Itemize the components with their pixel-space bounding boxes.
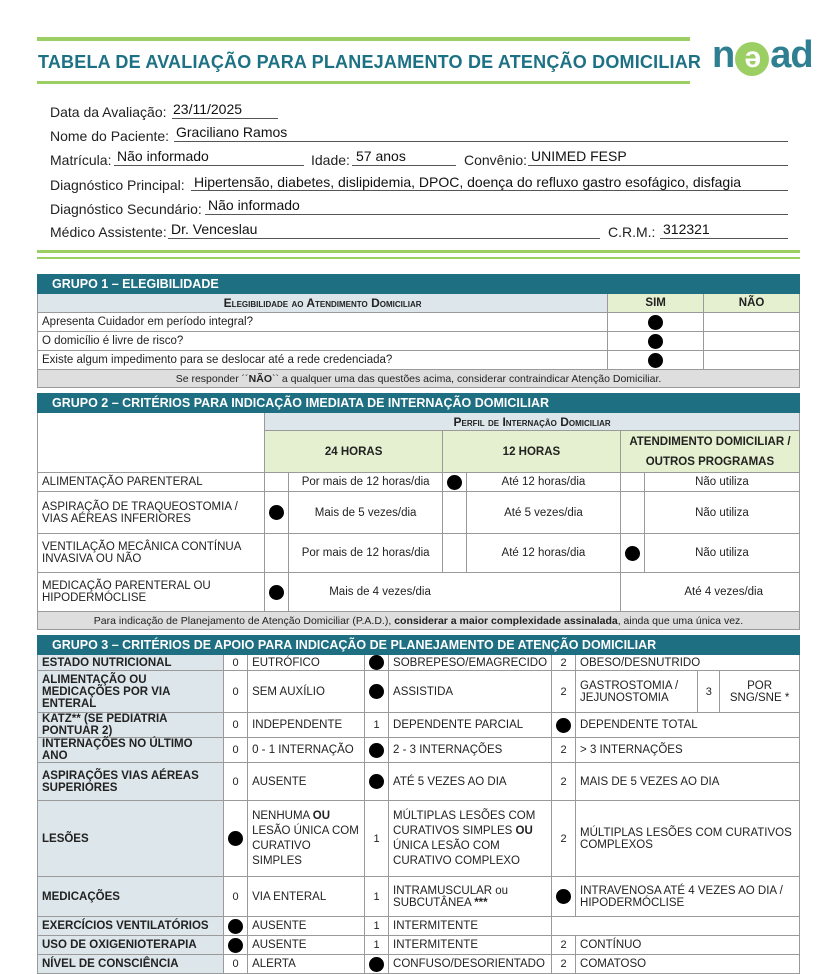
group2-24h-option: Mais de 5 vezes/dia <box>289 492 443 534</box>
group2-table <box>37 393 800 630</box>
option-1: ASSISTIDA <box>389 671 552 713</box>
score-1-cell[interactable]: 1 <box>365 801 389 877</box>
group1-no-cell[interactable] <box>704 351 800 370</box>
group2-home-care-header: ATENDIMENTO DOMICILIAR / OUTROS PROGRAMAS <box>620 431 799 473</box>
group1-question: O domicílio é livre de risco? <box>38 332 608 351</box>
option-0: INDEPENDENTE <box>248 713 365 738</box>
option-2: MAIS DE 5 VEZES AO DIA <box>576 763 800 801</box>
score-0-cell[interactable]: 0 <box>224 738 248 763</box>
physician-label: Médico Assistente: <box>50 224 167 240</box>
selected-mark-icon <box>369 684 384 699</box>
form-title: TABELA DE AVALIAÇÃO PARA PLANEJAMENTO DE ATENÇÃO DOMICILIAR <box>38 52 702 72</box>
group1-table <box>37 274 800 388</box>
selected-mark-icon <box>648 353 663 368</box>
option-3: POR SNG/SNE * <box>720 671 800 713</box>
group1-yes-cell[interactable] <box>608 351 704 370</box>
score-1-cell[interactable] <box>365 671 389 713</box>
selected-mark-icon <box>648 315 663 330</box>
selected-mark-icon <box>369 743 384 758</box>
selected-mark-icon <box>556 718 571 733</box>
option-0: SEM AUXÍLIO <box>248 671 365 713</box>
physician-underline <box>168 238 600 239</box>
group1-no-cell[interactable] <box>704 313 800 332</box>
option-1: INTRAMUSCULAR ou SUBCUTÂNEA *** <box>389 877 552 917</box>
group3-criterion: INTERNAÇÕES NO ÚLTIMO ANO <box>38 738 224 763</box>
group3-table <box>37 635 800 974</box>
insurance-underline <box>528 165 788 166</box>
group3-criterion: MEDICAÇÕES <box>38 877 224 917</box>
score-1-cell[interactable] <box>365 655 389 671</box>
physician-value[interactable]: Dr. Venceslau <box>171 221 258 237</box>
option-1: 2 - 3 INTERNAÇÕES <box>389 738 552 763</box>
score-0-cell[interactable] <box>224 917 248 936</box>
score-2-cell[interactable]: 2 <box>552 936 576 955</box>
score-1-cell[interactable]: 1 <box>365 877 389 917</box>
group2-24h-mark[interactable] <box>265 534 289 573</box>
option-2: > 3 INTERNAÇÕES <box>576 738 800 763</box>
option-0: EUTRÓFICO <box>248 655 365 671</box>
option-0: AUSENTE <box>248 763 365 801</box>
option-1: INTERMITENTE <box>389 917 552 936</box>
selected-mark-icon <box>369 655 384 670</box>
secondary-diagnosis-value[interactable]: Não informado <box>208 197 300 213</box>
group1-note: Se responder ´´NÃO`` a qualquer uma das questões acima, considerar contraindicar Atenção Domiciliar. <box>38 370 800 388</box>
section-rule-lower <box>37 257 800 259</box>
score-2-cell[interactable]: 2 <box>552 801 576 877</box>
group2-title: GRUPO 2 – CRITÉRIOS PARA INDICAÇÃO IMEDIATA DE INTERNAÇÃO DOMICILIAR <box>38 394 800 413</box>
option-0: NENHUMA OU LESÃO ÚNICA COM CURATIVO SIMPLES <box>248 801 365 877</box>
score-2-cell[interactable] <box>552 713 576 738</box>
group2-24h-mark[interactable] <box>265 492 289 534</box>
group3-title: GRUPO 3 – CRITÉRIOS DE APOIO PARA INDICAÇÃO DE PLANEJAMENTO DE ATENÇÃO DOMICILIAR <box>38 636 800 655</box>
score-3-cell[interactable]: 3 <box>698 671 720 713</box>
date-value[interactable]: 23/11/2025 <box>173 101 243 117</box>
option-2: MÚLTIPLAS LESÕES COM CURATIVOS COMPLEXOS <box>576 801 800 877</box>
group2-profile-header: Perfil de Internação Domiciliar <box>265 413 800 431</box>
selected-mark-icon <box>369 774 384 789</box>
group3-criterion: ASPIRAÇÕES VIAS AÉREAS SUPERIORES <box>38 763 224 801</box>
crm-underline <box>660 238 788 239</box>
selected-mark-icon <box>228 919 243 934</box>
option-0: AUSENTE <box>248 917 365 936</box>
option-0: 0 - 1 INTERNAÇÃO <box>248 738 365 763</box>
name-label: Nome do Paciente: <box>50 128 170 144</box>
registration-underline <box>114 165 304 166</box>
option-0: VIA ENTERAL <box>248 877 365 917</box>
score-0-cell[interactable]: 0 <box>224 763 248 801</box>
selected-mark-icon <box>228 938 243 953</box>
score-0-cell[interactable] <box>224 936 248 955</box>
header-top-rule <box>37 37 690 41</box>
score-2-cell[interactable] <box>552 877 576 917</box>
selected-mark-icon <box>447 475 462 490</box>
score-0-cell[interactable] <box>224 801 248 877</box>
group2-12h-header: 12 HORAS <box>443 431 621 473</box>
group2-home-care-mark[interactable] <box>620 473 644 492</box>
header-bottom-rule <box>37 81 690 84</box>
group3-criterion: EXERCÍCIOS VENTILATÓRIOS <box>38 917 224 936</box>
group2-criterion: ASPIRAÇÃO DE TRAQUEOSTOMIA / VIAS AÉREAS INFERIORES <box>38 492 265 534</box>
score-2-cell[interactable]: 2 <box>552 671 576 713</box>
group2-12h-option: Até 5 vezes/dia <box>467 492 621 534</box>
group2-home-care-mark[interactable] <box>620 492 644 534</box>
name-value[interactable]: Graciliano Ramos <box>176 124 288 140</box>
group3-criterion: ESTADO NUTRICIONAL <box>38 655 224 671</box>
score-0-cell[interactable]: 0 <box>224 655 248 671</box>
score-0-cell[interactable]: 0 <box>224 713 248 738</box>
age-underline <box>352 165 456 166</box>
group1-yes-cell[interactable] <box>608 313 704 332</box>
score-1-cell[interactable]: 1 <box>365 713 389 738</box>
secondary-diagnosis-underline <box>205 214 788 215</box>
option-1: INTERMITENTE <box>389 936 552 955</box>
insurance-value[interactable]: UNIMED FESP <box>531 148 627 164</box>
primary-diagnosis-value[interactable]: Hipertensão, diabetes, dislipidemia, DPOC, doença do refluxo gastro esofágico, disfagia <box>194 174 742 190</box>
selected-mark-icon <box>556 889 571 904</box>
score-1-cell[interactable]: 1 <box>365 936 389 955</box>
score-0-cell[interactable]: 0 <box>224 955 248 974</box>
group2-criterion: VENTILAÇÃO MECÂNICA CONTÍNUA INVASIVA OU NÃO <box>38 534 265 573</box>
group3-criterion: LESÕES <box>38 801 224 877</box>
option-2: CONTÍNUO <box>576 936 800 955</box>
group1-yes-header: SIM <box>608 294 704 313</box>
insurance-label: Convênio: <box>464 152 528 168</box>
group2-24h-mark[interactable] <box>265 473 289 492</box>
option-1: DEPENDENTE PARCIAL <box>389 713 552 738</box>
option-1: CONFUSO/DESORIENTADO <box>389 955 552 974</box>
crm-label: C.R.M.: <box>608 224 656 240</box>
date-label: Data da Avaliação: <box>50 104 167 120</box>
group2-blank-header <box>38 413 265 473</box>
group2-12h-mark[interactable] <box>443 492 467 534</box>
option-1: MÚLTIPLAS LESÕES COM CURATIVOS SIMPLES OU ÚNICA LESÃO COM CURATIVO COMPLEXO <box>389 801 552 877</box>
group2-home-care-option: Não utiliza <box>644 492 799 534</box>
section-rule-upper <box>37 250 800 253</box>
score-2-cell[interactable]: 2 <box>552 955 576 974</box>
option-2 <box>552 917 800 936</box>
age-label: Idade: <box>311 152 350 168</box>
score-1-cell[interactable] <box>365 763 389 801</box>
group2-12h-mark[interactable] <box>443 534 467 573</box>
secondary-diagnosis-label: Diagnóstico Secundário: <box>50 201 202 217</box>
group2-24h-option: Por mais de 12 horas/dia <box>289 473 443 492</box>
group2-24h-header: 24 HORAS <box>265 431 443 473</box>
option-2: INTRAVENOSA ATÉ 4 VEZES AO DIA / HIPODERMÓCLISE <box>576 877 800 917</box>
group2-12h-option: Até 12 horas/dia <box>467 534 621 573</box>
group1-column-header: Elegibilidade ao Atendimento Domiciliar <box>38 294 608 313</box>
selected-mark-icon <box>648 334 663 349</box>
option-2: DEPENDENTE TOTAL <box>576 713 800 738</box>
option-1: SOBREPESO/EMAGRECIDO <box>389 655 552 671</box>
score-2-cell[interactable]: 2 <box>552 763 576 801</box>
group2-home-care-option: Não utiliza <box>644 473 799 492</box>
primary-diagnosis-underline <box>191 190 788 191</box>
selected-mark-icon <box>228 831 243 846</box>
group2-note: Para indicação de Planejamento de Atenção Domiciliar (P.A.D.), considerar a maior complexidade assinalada, ainda que uma única vez. <box>38 612 800 630</box>
group2-home-care-mark[interactable] <box>620 534 644 573</box>
score-1-cell[interactable] <box>365 738 389 763</box>
name-underline <box>174 141 788 142</box>
selected-mark-icon <box>269 505 284 520</box>
registration-label: Matrícula: <box>50 152 112 168</box>
date-underline <box>172 118 278 119</box>
primary-diagnosis-label: Diagnóstico Principal: <box>50 177 185 193</box>
group1-question: Apresenta Cuidador em período integral? <box>38 313 608 332</box>
nead-logo: n ə ad <box>712 34 813 76</box>
score-2-cell[interactable]: 2 <box>552 738 576 763</box>
option-0: AUSENTE <box>248 936 365 955</box>
group1-yes-cell[interactable] <box>608 332 704 351</box>
group2-criterion: MEDICAÇÃO PARENTERAL OU HIPODERMÓCLISE <box>38 573 265 612</box>
group2-24h-mark[interactable] <box>265 573 289 612</box>
group2-criterion: ALIMENTAÇÃO PARENTERAL <box>38 473 265 492</box>
option-2: COMATOSO <box>576 955 800 974</box>
score-0-cell[interactable]: 0 <box>224 671 248 713</box>
group2-12h-option: Até 12 horas/dia <box>467 473 621 492</box>
group1-no-cell[interactable] <box>704 332 800 351</box>
group1-no-header: NÃO <box>704 294 800 313</box>
score-1-cell[interactable]: 1 <box>365 917 389 936</box>
selected-mark-icon <box>625 546 640 561</box>
group3-criterion: NÍVEL DE CONSCIÊNCIA <box>38 955 224 974</box>
option-1: ATÉ 5 VEZES AO DIA <box>389 763 552 801</box>
score-2-cell[interactable]: 2 <box>552 655 576 671</box>
group3-criterion: KATZ** (SE PEDIATRIA PONTUAR 2) <box>38 713 224 738</box>
selected-mark-icon <box>269 585 284 600</box>
age-value[interactable]: 57 anos <box>356 148 406 164</box>
group2-24h-option: Por mais de 12 horas/dia <box>289 534 443 573</box>
selected-mark-icon <box>369 957 384 972</box>
group1-question: Existe algum impedimento para se deslocar até a rede credenciada? <box>38 351 608 370</box>
group1-title: GRUPO 1 – ELEGIBILIDADE <box>38 275 800 294</box>
group2-home-care-option: Até 4 vezes/dia <box>620 573 799 612</box>
group2-24h-option: Mais de 4 vezes/dia <box>289 573 621 612</box>
group2-home-care-option: Não utiliza <box>644 534 799 573</box>
crm-value[interactable]: 312321 <box>663 221 710 237</box>
group2-12h-mark[interactable] <box>443 473 467 492</box>
score-0-cell[interactable]: 0 <box>224 877 248 917</box>
option-2: GASTROSTOMIA / JEJUNOSTOMIA <box>576 671 698 713</box>
group3-criterion: ALIMENTAÇÃO OU MEDICAÇÕES POR VIA ENTERAL <box>38 671 224 713</box>
option-0: ALERTA <box>248 955 365 974</box>
option-2: OBESO/DESNUTRIDO <box>576 655 800 671</box>
group3-criterion: USO DE OXIGENIOTERAPIA <box>38 936 224 955</box>
registration-value[interactable]: Não informado <box>117 148 209 164</box>
